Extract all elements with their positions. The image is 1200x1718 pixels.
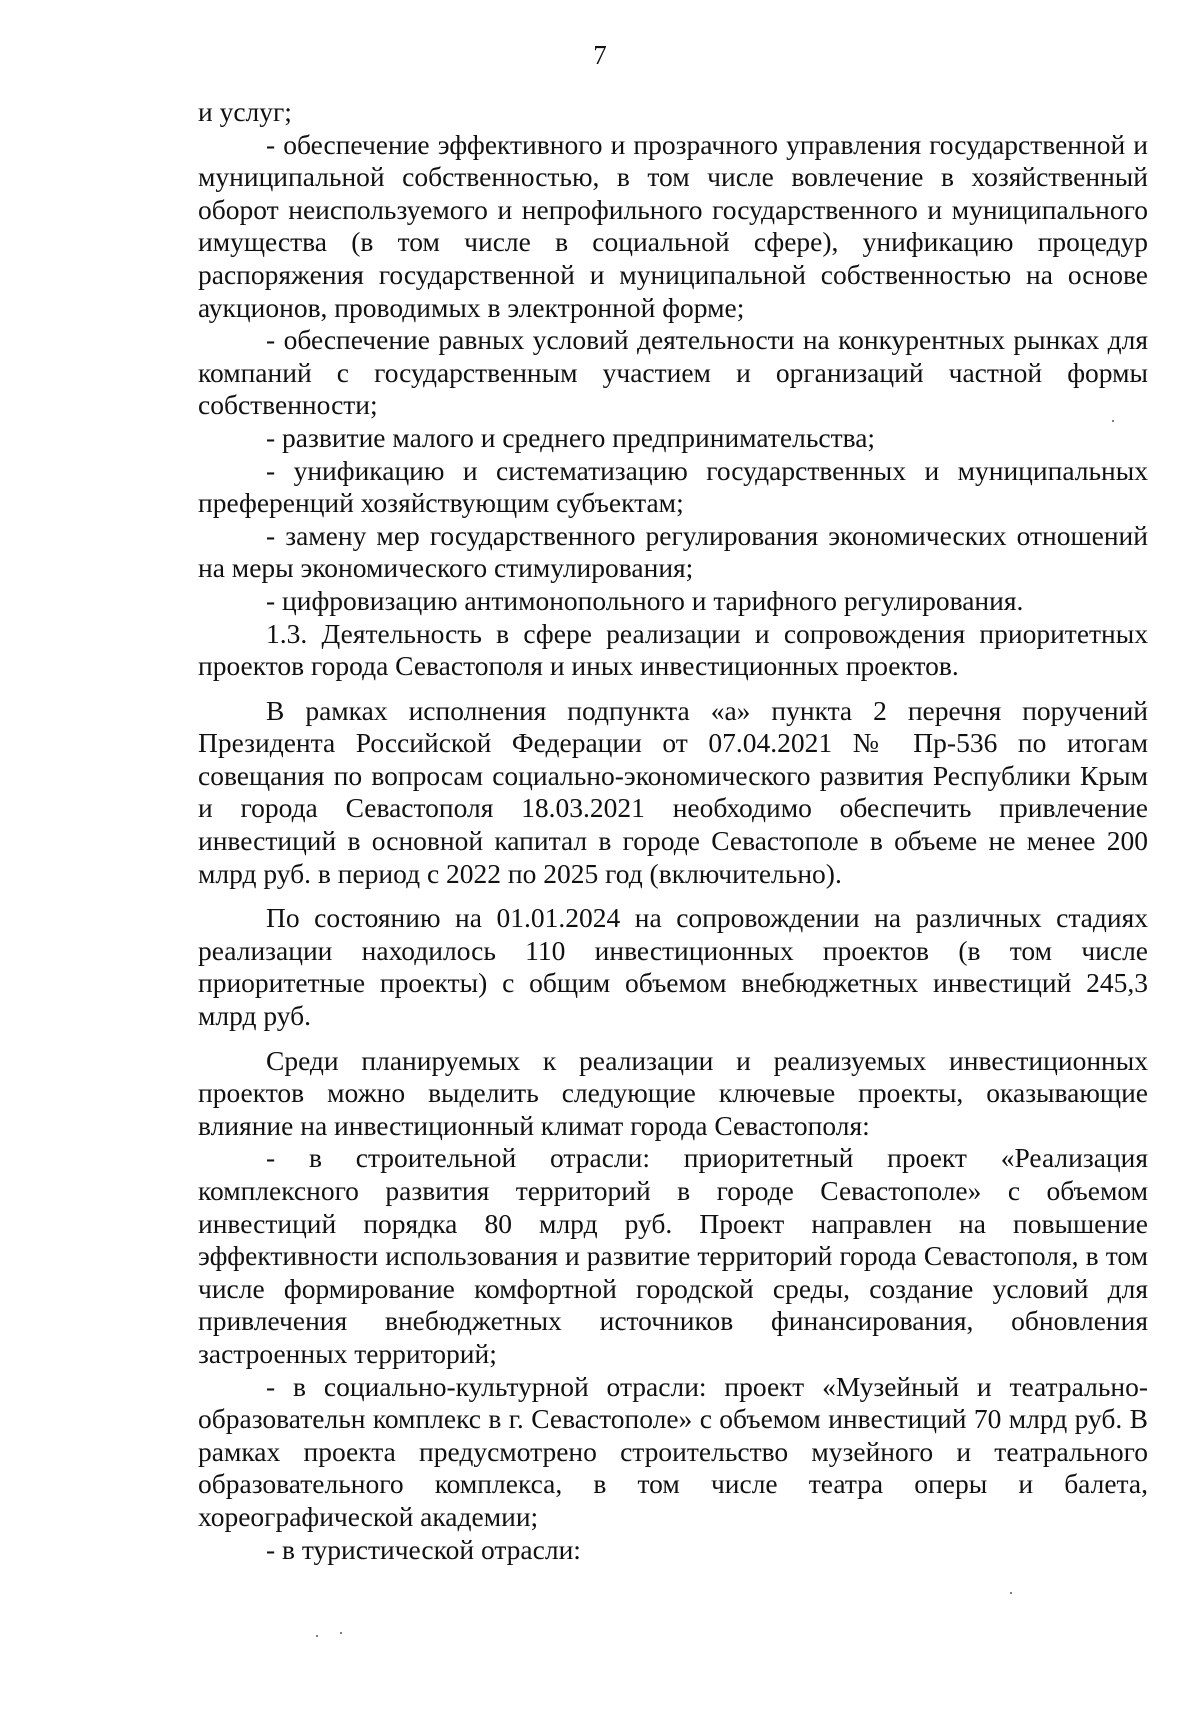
list-item-equal-conditions: - обеспечение равных условий деятельности на конкурентных рынках для компаний с государственным участием и организаций частной формы собственности;: [198, 324, 1148, 421]
paragraph-continuation: и услуг;: [198, 96, 292, 127]
list-item-small-business: - развитие малого и среднего предпринимательства;: [266, 421, 876, 453]
paragraph-key-projects: Среди планируемых к реализации и реализуемых инвестиционных проектов можно выделить следующие ключевые проекты, оказывающие влияние на инвестиционный климат города Севастополя:: [198, 1044, 1148, 1141]
scan-speck: [316, 1635, 318, 1637]
paragraph-presidential-order: В рамках исполнения подпункта «а» пункта 2 перечня поручений Президента Российской Федерации от 07.04.2021 № Пр-536 по итогам совещания по вопросам социально-экономического развития Республики Крым и города Севастополя 18.03.2021 необходимо обеспечить привлечение инвестиций в основной капитал в городе Севастополе в объеме не менее 200 млрд руб. в период с 2022 по 2025 год (включительно).: [198, 694, 1148, 889]
list-item-preferences: - унификацию и систематизацию государственных и муниципальных преференций хозяйствующим субъектам;: [198, 454, 1148, 519]
list-item-construction: - в строительной отрасли: приоритетный проект «Реализация комплексного развития территорий в городе Севастополе» с объемом инвестиций порядка 80 млрд руб. Проект направлен на повышение эффективности использования и развитие территорий города Севастополя, в том числе формирование комфортной городской среды, создание условий для привлечения внебюджетных источников финансирования, обновления застроенных территорий;: [198, 1142, 1148, 1369]
scan-speck: [1010, 1592, 1012, 1594]
list-item-tourism: - в туристической отрасли:: [266, 1533, 581, 1565]
paragraph-project-status: По состоянию на 01.01.2024 на сопровождении на различных стадиях реализации находилось 110 инвестиционных проектов (в том числе приоритетные проекты) с общим объемом внебюджетных инвестиций 245,3 млрд руб.: [198, 902, 1148, 1032]
page-number: 7: [593, 40, 607, 70]
scan-speck: [1112, 420, 1114, 422]
list-item-property-management: - обеспечение эффективного и прозрачного управления государственной и муниципальной собственностью, в том числе вовлечение в хозяйственный оборот неиспользуемого и непрофильного государственного и муниципального имущества (в том числе в социальной сфере), унификацию процедур распоряжения государственной и муниципальной собственностью на основе аукционов, проводимых в электронной форме;: [198, 128, 1148, 323]
scan-speck: [340, 1632, 342, 1634]
list-item-culture: - в социально-культурной отрасли: проект «Музейный и театрально-образовательн комплекс в г. Севастополе» с объемом инвестиций 70 млрд руб. В рамках проекта предусмотрено строительство музейного и театрального образовательного комплекса, в том числе театра оперы и балета, хореографической академии;: [198, 1370, 1148, 1532]
document-body: [198, 96, 1148, 1566]
section-heading-1-3: 1.3. Деятельность в сфере реализации и сопровождения приоритетных проектов города Севастополя и иных инвестиционных проектов.: [198, 617, 1148, 682]
list-item-digitalization: - цифровизацию антимонопольного и тарифного регулирования.: [266, 584, 1024, 616]
list-item-regulation: - замену мер государственного регулирования экономических отношений на меры экономического стимулирования;: [198, 519, 1148, 584]
